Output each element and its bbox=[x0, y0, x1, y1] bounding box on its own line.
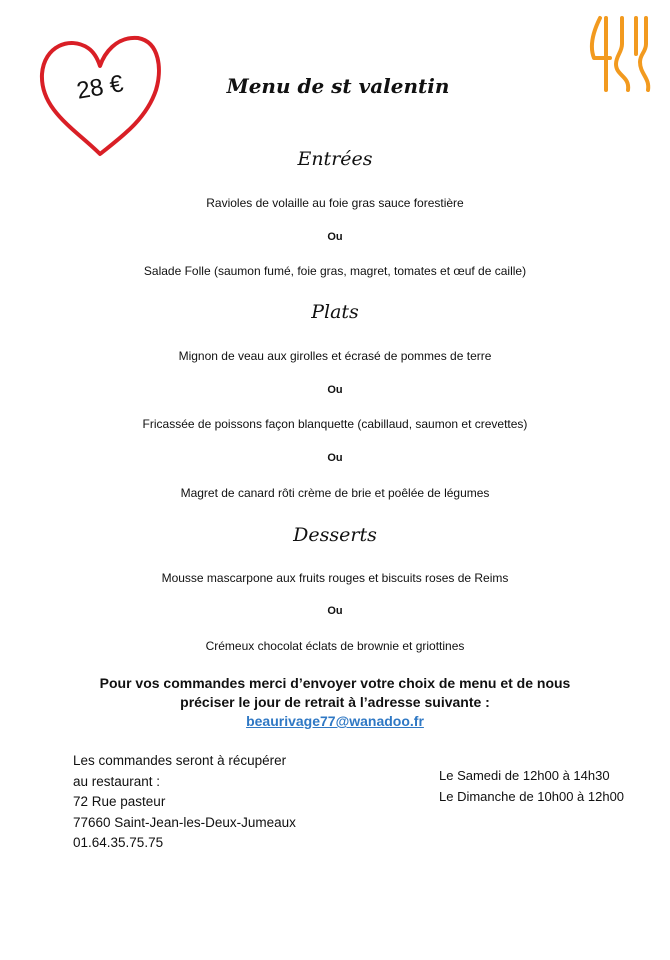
menu-item: Mignon de veau aux girolles et écrasé de pommes de terre bbox=[178, 349, 492, 363]
menu-item: Ravioles de volaille au foie gras sauce forestière bbox=[206, 196, 464, 210]
pickup-hours bbox=[439, 766, 624, 807]
order-instructions-line: préciser le jour de retrait à l’adresse suivante : bbox=[180, 694, 490, 710]
section-heading-desserts: Desserts bbox=[293, 524, 377, 546]
or-separator: Ou bbox=[327, 231, 343, 243]
hours-line: Le Samedi de 12h00 à 14h30 bbox=[439, 768, 610, 783]
menu-item: Salade Folle (saumon fumé, foie gras, magret, tomates et œuf de caille) bbox=[143, 264, 527, 278]
or-separator: Ou bbox=[327, 452, 343, 464]
menu-item: Magret de canard rôti crème de brie et poêlée de légumes bbox=[180, 486, 490, 500]
menu-item: Mousse mascarpone aux fruits rouges et biscuits roses de Reims bbox=[161, 571, 509, 585]
address-line: 72 Rue pasteur bbox=[73, 794, 166, 809]
phone-number: 01.64.35.75.75 bbox=[73, 835, 164, 850]
address-line: au restaurant : bbox=[73, 773, 161, 789]
menu-item: Fricassée de poissons façon blanquette (cabillaud, saumon et crevettes) bbox=[142, 417, 528, 431]
section-heading-entrees: Entrées bbox=[297, 148, 373, 170]
menu-item: Crémeux chocolat éclats de brownie et griottines bbox=[205, 639, 465, 653]
order-instructions-line: Pour vos commandes merci d’envoyer votre choix de menu et de nous bbox=[99, 675, 571, 691]
email-link[interactable]: beaurivage77@wanadoo.fr bbox=[246, 713, 424, 729]
address-line: Les commandes seront à récupérer bbox=[73, 753, 287, 768]
or-separator: Ou bbox=[327, 605, 343, 617]
section-heading-plats: Plats bbox=[311, 301, 359, 323]
pickup-address bbox=[73, 751, 296, 854]
price-label: 28 € bbox=[74, 70, 126, 105]
menu-title: Menu de st valentin bbox=[226, 74, 450, 98]
or-separator: Ou bbox=[327, 384, 343, 396]
hours-line: Le Dimanche de 10h00 à 12h00 bbox=[439, 788, 625, 804]
address-line: 77660 Saint-Jean-les-Deux-Jumeaux bbox=[73, 814, 296, 830]
